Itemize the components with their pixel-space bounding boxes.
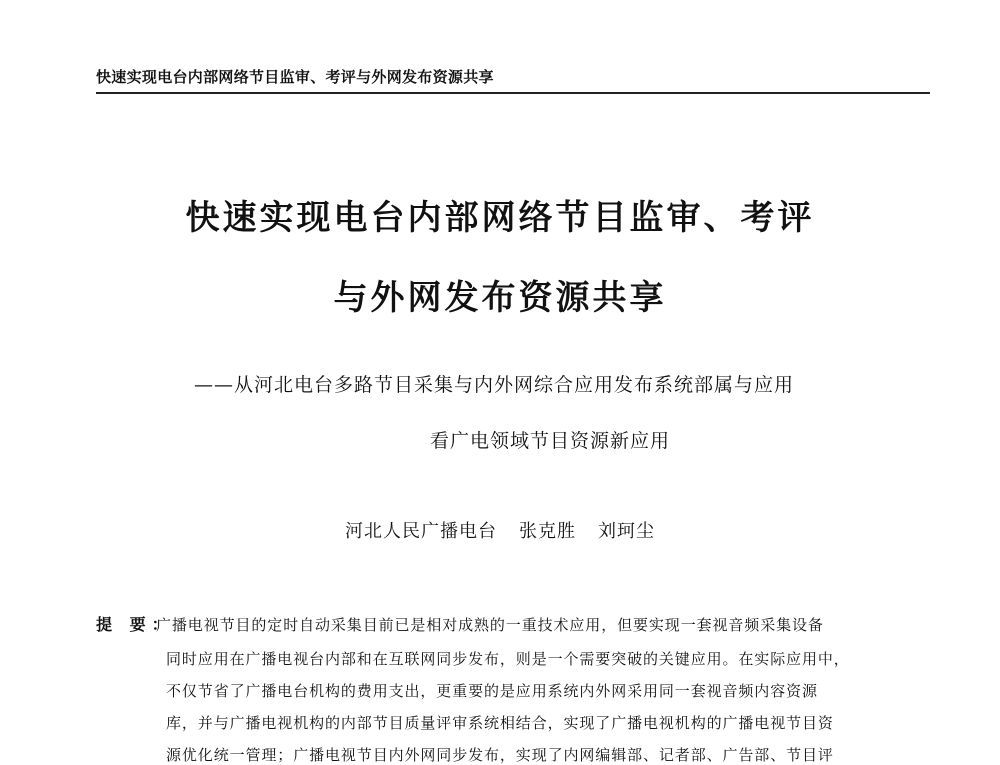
abstract-line: 源优化统一管理；广播电视节目内外网同步发布，实现了内网编辑部、记者部、广告部、节目评	[166, 746, 834, 764]
subtitle-line-1: ——从河北电台多路节目采集与内外网综合应用发布系统部属与应用	[193, 374, 794, 396]
subtitle-line-2: 看广电领域节目资源新应用	[429, 430, 670, 452]
affiliation: 河北人民广播电台	[345, 521, 497, 542]
author-block	[0, 517, 1000, 543]
author-name: 张克胜	[519, 521, 576, 542]
author-name: 刘珂尘	[598, 521, 655, 542]
abstract-line: 广播电视节目的定时自动采集目前已是相对成熟的一重技术应用，但要实现一套视音频采集设备	[156, 616, 824, 634]
abstract-line: 同时应用在广播电视台内部和在互联网同步发布，则是一个需要突破的关键应用。在实际应用中，	[166, 650, 850, 668]
paper-title-line-2: 与外网发布资源共享	[333, 278, 667, 318]
paper-title-line-1: 快速实现电台内部网络节目监审、考评	[185, 198, 815, 238]
abstract-line: 不仅节省了广播电台机构的费用支出，更重要的是应用系统内外网采用同一套视音频内容资源	[166, 682, 818, 700]
abstract-label: 提 要：	[96, 615, 174, 634]
running-header: 快速实现电台内部网络节目监审、考评与外网发布资源共享	[96, 66, 930, 94]
abstract-line: 库，并与广播电视机构的内部节目质量评审系统相结合，实现了广播电视机构的广播电视节目资	[166, 714, 834, 732]
